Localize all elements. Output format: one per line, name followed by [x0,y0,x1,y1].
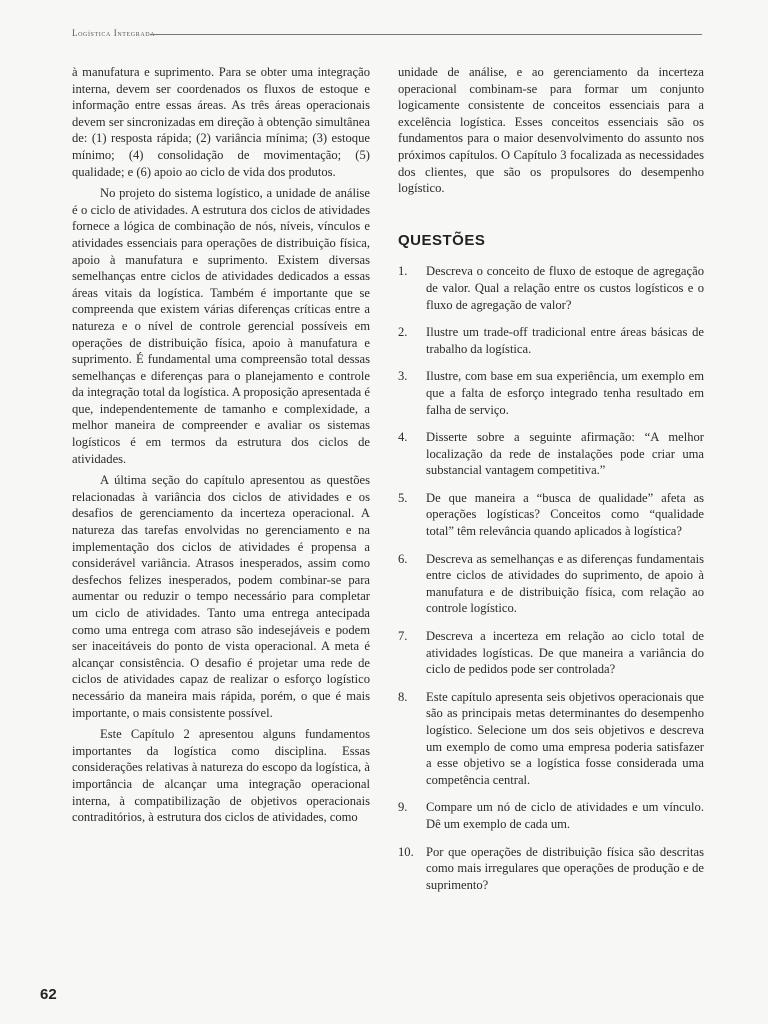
left-column [72,64,370,826]
list-item [398,799,704,832]
question-number: 8. [398,689,408,704]
paragraph: unidade de análise, e ao gerenciamento da incerteza operacional combinam-se para formar um conjunto logicamente consistente de conceitos essenciais para a excelência logística. Esses conceitos essenciais são os fundamentos para o maior desenvolvimento do assunto nos próximos capítulos. O Capítulo 3 focalizada as necessidades dos clientes, que são os propulsores do desempenho logístico. [398,65,704,196]
questions-list [398,263,704,893]
question-number: 3. [398,369,408,384]
question-number: 10. [398,844,414,859]
list-item [398,263,704,313]
question-number: 6. [398,551,408,566]
question-text: Este capítulo apresenta seis objetivos operacionais que são as principais metas determinantes do desempenho logístico. Selecione um dos seis objetivos e descreva um exemplo de como uma empresa poderia satisfazer a esse objetivo se a logística fosse considerada uma competência central. [426,689,704,787]
question-text: Por que operações de distribuição física são descritas como mais irregulares que operações de produção e de suprimento? [426,844,704,892]
list-item [398,551,704,617]
list-item [398,324,704,357]
list-item [398,689,704,789]
question-number: 9. [398,800,408,815]
question-text: Disserte sobre a seguinte afirmação: “A melhor localização da rede de instalações pode criar uma substancial vantagem competitiva.” [426,430,704,478]
question-number: 1. [398,264,408,279]
paragraph: A última seção do capítulo apresentou as questões relacionadas à variância dos ciclos de atividades e os desafios de gerenciamento da incerteza operacional. A natureza das tarefas envolvidas no gerenciamento e na implementação dos ciclos de atividades é propensa a considerável variância. Atrasos inesperados, assim como desfechos felizes inesperados, podem combinar-se para aumentar ou reduzir o tempo necessário para completar um ciclo de atividades. Tanto uma entrega antecipada como uma entrega com atraso são indesejáveis e podem ser inaceitáveis do ponto de vista operacional. A meta é alcançar consistência. O desafio é projetar uma rede de ciclos de atividades capaz de realizar o esforço logístico necessário da maneira mais rápida, porém, o que é mais importante, o mais consistente possível. [72,473,370,720]
right-column [398,64,704,904]
question-text: Descreva o conceito de fluxo de estoque de agregação de valor. Qual a relação entre os custos logísticos e o fluxo de agregação de valor? [426,264,704,312]
page-number: 62 [40,986,57,1003]
question-number: 4. [398,430,408,445]
paragraph: No projeto do sistema logístico, a unidade de análise é o ciclo de atividades. A estrutura dos ciclos de atividades fornece a lógica de combinação de nós, níveis, vínculos e atividades essenciais para operações de distribuição física, apoio à manufatura e suprimento. Existem diversas semelhanças entre ciclos de atividades dedicados a essas áreas vitais da logística. Também é importante que se compreenda que existem várias diferenças críticas entre a natureza e o nível de controle gerencial possíveis em operações de distribuição física, apoio à manufatura e suprimento. É fundamental uma compreensão total dessas semelhanças e diferenças para o planejamento e controle da integração total da logística. A proposição apresentada é que, independentemente de tamanho e complexidade, a melhor maneira de compreender e avaliar os sistemas logísticos é em termos da estrutura dos ciclos de atividades. [72,186,370,466]
paragraph: Este Capítulo 2 apresentou alguns fundamentos importantes da logística como disciplina. Essas considerações relativas à natureza do escopo da logística, à importância de alcançar uma integração operacional interna, à compatibilização de objetivos operacionais contraditórios, à estrutura dos ciclos de atividades, como [72,727,370,825]
question-number: 5. [398,490,408,505]
question-text: Descreva a incerteza em relação ao ciclo total de atividades logísticas. De que maneira a variância do ciclo de pedidos pode ser controlada? [426,629,704,677]
list-item [398,490,704,540]
question-text: Descreva as semelhanças e as diferenças fundamentais entre ciclos de atividades do suprimento, de apoio à manufatura e de distribuição física, com relação ao controle logístico. [426,551,704,616]
header-rule [150,34,702,35]
question-number: 7. [398,629,408,644]
list-item [398,368,704,418]
question-text: Ilustre, com base em sua experiência, um exemplo em que a falta de esforço integrado tenha resultado em falha de serviço. [426,369,704,417]
list-item [398,429,704,479]
list-item [398,844,704,894]
question-text: De que maneira a “busca de qualidade” afeta as operações logísticas? Conceitos como “qualidade total” têm relevância quando aplicados à logística? [426,490,704,539]
question-number: 2. [398,325,408,340]
list-item [398,628,704,678]
question-text: Ilustre um trade-off tradicional entre áreas básicas de trabalho da logística. [426,325,704,356]
paragraph: à manufatura e suprimento. Para se obter uma integração interna, devem ser coordenados os fluxos de estoque e informação entre essas áreas. As três áreas operacionais devem ser sincronizadas em direção à obtenção simultânea de: (1) resposta rápida; (2) variância mínima; (3) estoque mínimo; (4) consolidação de movimentação; (5) qualidade; e (6) apoio ao ciclo de vida dos produtos. [72,65,370,179]
question-text: Compare um nó de ciclo de atividades e um vínculo. Dê um exemplo de cada um. [426,800,704,831]
section-title: QUESTÕES [398,231,486,249]
running-head: Logística Integrada [72,28,156,38]
